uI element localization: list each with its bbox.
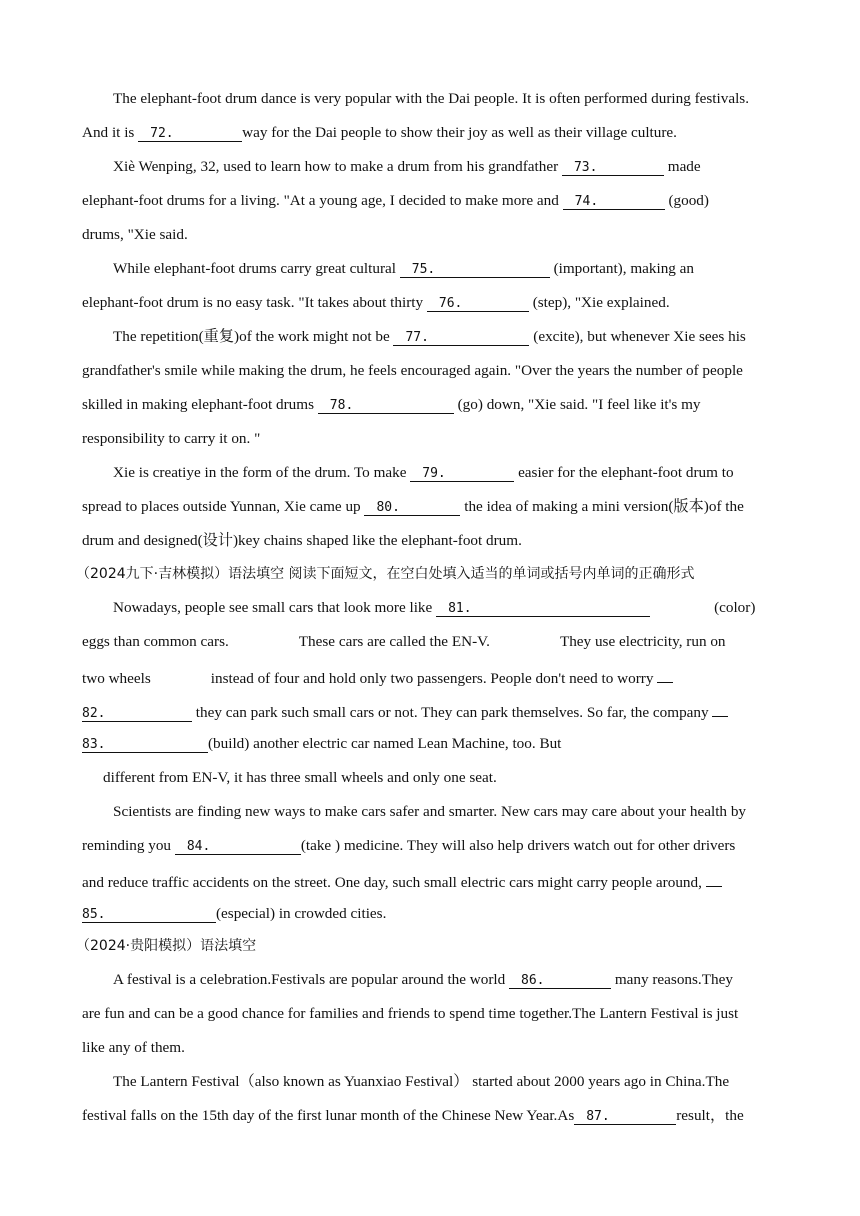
text-line: While elephant-foot drums carry great cultural 75. (important), making an	[113, 260, 695, 277]
text-line: elephant-foot drum is no easy task. "It takes about thirty 76. (step), "Xie explained.	[82, 294, 670, 311]
text-line: 85. (especial) in crowded cities.	[82, 905, 387, 922]
text-line: spread to places outside Yunnan, Xie came up 80. the idea of making a mini version(版本)of the	[82, 498, 744, 515]
blank-82[interactable]: 82.	[82, 705, 192, 722]
blank-81[interactable]: 81.	[436, 600, 650, 617]
blank-79[interactable]: 79.	[410, 465, 514, 482]
blank-85-start	[706, 870, 722, 887]
text-line: and reduce traffic accidents on the street. One day, such small electric cars might carry people around,	[82, 870, 782, 893]
text-line: festival falls on the 15th day of the first lunar month of the Chinese New Year.As 87. result，the	[82, 1107, 744, 1124]
blank-74[interactable]: 74.	[563, 193, 665, 210]
section-heading: （2024九下·吉林模拟）语法填空 阅读下面短文，在空白处填入适当的单词或括号内单词的正确形式	[76, 566, 695, 582]
text-line: 82. they can park such small cars or not. They can park themselves. So far, the company	[82, 700, 782, 723]
blank-80[interactable]: 80.	[364, 499, 460, 516]
text-line: Scientists are finding new ways to make cars safer and smarter. New cars may care about your health by	[113, 803, 747, 820]
blank-83[interactable]: 83.	[82, 736, 208, 753]
text-line: drums, "Xie said.	[82, 226, 188, 243]
text-line: different from EN-V, it has three small wheels and only one seat.	[103, 769, 497, 786]
text-line: The Lantern Festival（also known as Yuanxiao Festival） started about 2000 years ago in China.The	[113, 1073, 730, 1090]
blank-72[interactable]: 72.	[138, 125, 242, 142]
text-line: Nowadays, people see small cars that look more like 81. (color)	[113, 599, 756, 616]
text-line: grandfather's smile while making the drum, he feels encouraged again. "Over the years the number of people	[82, 362, 743, 379]
text-line: drum and designed(设计)key chains shaped like the elephant-foot drum.	[82, 532, 522, 549]
text-line: like any of them.	[82, 1039, 185, 1056]
text-line: eggs than common cars. These cars are called the EN-V. They use electricity, run on	[82, 633, 726, 650]
text-line: 83. (build) another electric car named Lean Machine, too. But	[82, 735, 562, 752]
text-line: reminding you 84. (take ) medicine. They will also help drivers watch out for other drivers	[82, 837, 736, 854]
section-heading: （2024·贵阳模拟）语法填空	[76, 938, 257, 954]
text-line: A festival is a celebration.Festivals are popular around the world 86. many reasons.They	[113, 971, 733, 988]
text-line: responsibility to carry it on. "	[82, 430, 261, 447]
blank-77[interactable]: 77.	[393, 329, 529, 346]
text-line: The elephant-foot drum dance is very popular with the Dai people. It is often performed during festivals.	[113, 90, 749, 107]
blank-85[interactable]: 85.	[82, 906, 216, 923]
text-line: skilled in making elephant-foot drums 78. (go) down, "Xie said. "I feel like it's my	[82, 396, 701, 413]
blank-84[interactable]: 84.	[175, 838, 301, 855]
text-line: And it is 72. way for the Dai people to show their joy as well as their village culture.	[82, 124, 677, 141]
text-line: The repetition(重复)of the work might not be 77. (excite), but whenever Xie sees his	[113, 328, 746, 345]
text-line: elephant-foot drums for a living. "At a young age, I decided to make more and 74. (good)	[82, 192, 709, 209]
text-line: Xiè Wenping, 32, used to learn how to make a drum from his grandfather 73. made	[113, 158, 701, 175]
blank-87[interactable]: 87.	[574, 1108, 676, 1125]
text-line: two wheels instead of four and hold only two passengers. People don't need to worry	[82, 666, 782, 689]
blank-73[interactable]: 73.	[562, 159, 664, 176]
text-line: Xie is creatiye in the form of the drum. To make 79. easier for the elephant-foot drum to	[113, 464, 734, 481]
blank-76[interactable]: 76.	[427, 295, 529, 312]
text-line: are fun and can be a good chance for families and friends to spend time together.The Lantern Festival is just	[82, 1005, 739, 1022]
blank-86[interactable]: 86.	[509, 972, 611, 989]
blank-82-start	[657, 666, 673, 683]
blank-75[interactable]: 75.	[400, 261, 550, 278]
blank-83-start	[712, 700, 728, 717]
blank-78[interactable]: 78.	[318, 397, 454, 414]
